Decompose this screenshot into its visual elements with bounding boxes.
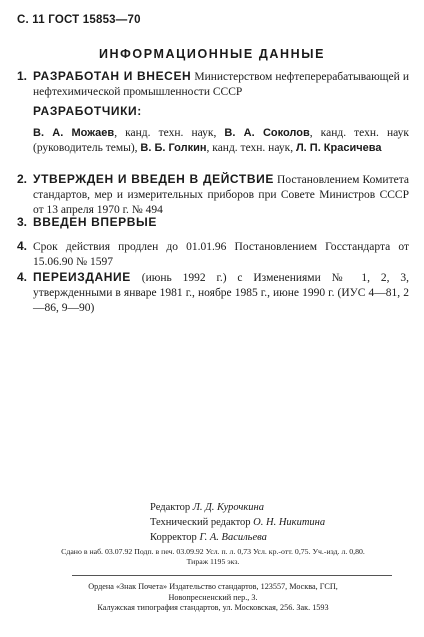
info-item-1 (17, 69, 409, 100)
developers-list (33, 126, 409, 156)
publisher-imprint (17, 582, 409, 614)
credit-name: Г. А. Васильева (199, 532, 267, 543)
item-text: Постановлением Комитета стандартов, мер и измерительных приборов при Совете Министров СССР от 13 апреля 1970 г. № 494 (33, 174, 409, 216)
developer-name: В. Б. Голкин (140, 142, 207, 154)
page-header: С. 11 ГОСТ 15853—70 (17, 14, 141, 26)
developer-role: , канд. техн. наук (руководитель темы), (33, 127, 410, 154)
publisher-line: Ордена «Знак Почета» Издательство стандартов, 123557, Москва, ГСП, (88, 582, 338, 591)
developer-role: , канд. техн. наук, (206, 142, 296, 154)
credit-name: Л. Д. Курочкина (192, 502, 264, 513)
credit-row (150, 500, 325, 515)
info-item-5 (17, 270, 409, 316)
item-heading: ПЕРЕИЗДАНИЕ (33, 270, 131, 284)
item-number: 3. (17, 215, 28, 229)
credit-label: Технический редактор (150, 517, 251, 528)
item-text: (июнь 1992 г.) с Изменениями № 1, 2, 3, утвержденными в январе 1981 г., ноябре 1985 г., июне 1990 г. (ИУС 4—81, 2—86, 9—90) (33, 272, 409, 314)
developers-heading: РАЗРАБОТЧИКИ: (33, 104, 142, 118)
developer-name: В. А. Соколов (224, 127, 310, 139)
developer-name: Л. П. Красичева (295, 142, 382, 154)
item-text: Министерством нефтеперерабатывающей и нефтехимической промышленности СССР (33, 71, 409, 98)
item-heading: ВВЕДЕН ВПЕРВЫЕ (33, 215, 158, 229)
credit-row (150, 515, 325, 530)
publisher-line: Новопресненский пер., 3. (168, 592, 258, 602)
developer-name: В. А. Можаев (33, 127, 115, 139)
divider (72, 575, 392, 576)
info-item-2 (17, 172, 409, 218)
item-number: 4. (17, 270, 28, 284)
item-heading: УТВЕРЖДЕН И ВВЕДЕН В ДЕЙСТВИЕ (33, 172, 274, 186)
item-number: 1. (17, 69, 28, 83)
credit-label: Корректор (150, 532, 197, 543)
print-line: Тираж 1195 экз. (186, 557, 240, 566)
item-number: 2. (17, 172, 28, 186)
document-title: ИНФОРМАЦИОННЫЕ ДАННЫЕ (98, 47, 326, 61)
item-number: 4. (17, 239, 28, 253)
print-details (17, 547, 409, 567)
info-item-4 (17, 239, 409, 270)
developer-role: , канд. техн. наук, (114, 127, 225, 139)
credit-label: Редактор (150, 502, 191, 513)
editorial-credits (150, 500, 325, 545)
info-item-3 (17, 215, 409, 231)
item-heading: РАЗРАБОТАН И ВНЕСЕН (33, 69, 192, 83)
credit-name: О. Н. Никитина (253, 517, 326, 528)
item-text: Срок действия продлен до 01.01.96 Постановлением Госстандарта от 15.06.90 № 1597 (33, 241, 409, 268)
credit-row (150, 530, 325, 545)
print-line: Сдано в наб. 03.07.92 Подп. в печ. 03.09.92 Усл. п. л. 0,73 Усл. кр.-отт. 0,75. Уч.-изд. л. 0,80. (61, 547, 365, 556)
publisher-line: Калужская типография стандартов, ул. Московская, 256. Зак. 1593 (97, 603, 329, 612)
